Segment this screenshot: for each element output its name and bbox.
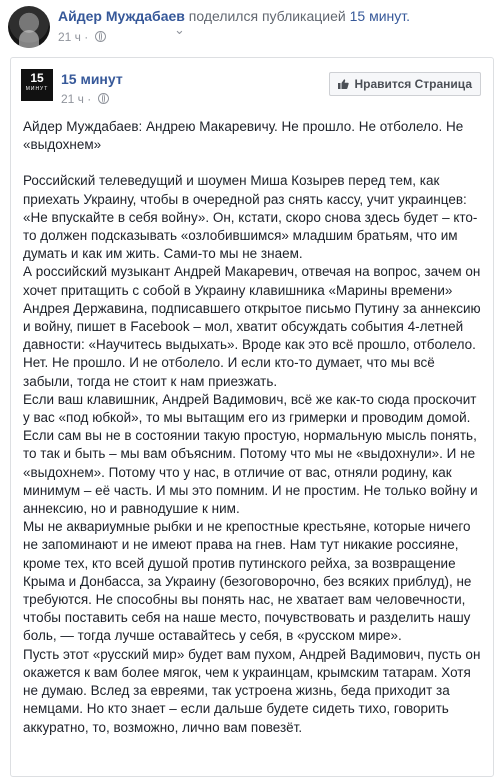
thumbs-up-icon: [338, 79, 349, 89]
post-timestamp[interactable]: 21 ч: [58, 30, 81, 44]
post-header: [0, 0, 504, 52]
author-name-link[interactable]: Айдер Муждабаев: [58, 8, 185, 24]
page-logo[interactable]: [21, 69, 53, 101]
post-meta: [58, 30, 106, 44]
post-paragraph: Российский телеведущий и шоумен Миша Козырев перед тем, как приехать Украину, чтобы в очередной раз снять кассу, учит украинцев: «Не впускайте в себя войну». Он, кстати, скоро снова здесь будет – кто-то должен подсказывать «озлобившимся» младшим братьям, что им думать и как им жить. Сами-то мы не знаем.: [23, 173, 478, 262]
author-avatar[interactable]: [8, 6, 50, 48]
globe-icon: [98, 93, 109, 104]
shared-page-link[interactable]: 15 минут.: [349, 8, 411, 24]
shared-post-timestamp[interactable]: 21 ч: [61, 92, 84, 106]
page-logo-number: 15: [30, 71, 44, 85]
post-paragraph: Мы не аквариумные рыбки и не крепостные крестьяне, которые ничего не запоминают и не имеют права на гнев. Нам тут никакие россияне, кроме тех, кто всей душой против путинского рейха, за возвращение Крыма и Донбасса, за Украину (безоговорочно, без всяких приблуд), не требуются. Не способны вы понять нас, не хватает вам человечности, чтобы поставить себя на наше место, почувствовать и разделить нашу боль, — тогда лучше оставайтесь у себя, в «русском мире».: [23, 519, 472, 644]
post-body: [23, 118, 483, 737]
post-paragraph: Если ваш клавишник, Андрей Вадимович, всё же как-то сюда проскочит у вас «под юбкой», то мы вытащим его из гримерки и проводим домой. Если сам вы не в состоянии такую простую, нормальную мысль понять, то так и быть – мы вам объясним. Потому что мы не «выдохнули». И не «выдохнем». Потому что у нас, в отличие от вас, отняли родину, как минимум – её часть. И мы это помним. И не простим. Не только войну и аннексию, но и равнодушие к ним.: [23, 391, 478, 517]
meta-separator: ·: [87, 92, 92, 106]
shared-page-name[interactable]: 15 минут: [61, 71, 123, 87]
post-header-line: [58, 8, 410, 24]
globe-icon: [95, 31, 106, 42]
post-options-chevron-icon[interactable]: ⌄: [174, 22, 185, 37]
shared-post-meta: [61, 92, 109, 106]
shared-action-text: поделился публикацией: [184, 8, 350, 24]
shared-post-card: [10, 57, 494, 777]
like-page-label: Нравится Страница: [354, 77, 472, 91]
post-paragraph: А российский музыкант Андрей Макаревич, отвечая на вопрос, зачем он хочет притащить с собой в Украину клавишника «Марины времени» Андрея Державина, подписавшего открытое письмо Путину за аннексию и войну, пишет в Facebook – мол, хватит обсуждать события 4-летней давности: «Научитесь выдыхать». Вроде как это всё прошло, отболело. Нет. Не прошло. И не отболело. И если кто-то думает, что мы всё забыли, тогда не стоит к нам приезжать.: [23, 264, 481, 389]
page-logo-sub: МИНУТ: [25, 86, 49, 92]
meta-separator: ·: [84, 30, 89, 44]
like-page-button[interactable]: [329, 72, 481, 96]
post-title: Айдер Муждабаев: Андрею Макаревичу. Не прошло. Не отболело. Не «выдохнем»: [23, 119, 464, 153]
post-paragraph: Пусть этот «русский мир» будет вам пухом, Андрей Вадимович, пусть он окажется к вам более мягок, чем к украинцам, крымским татарам. Хотя не думаю. Вслед за евреями, так устроена жизнь, беда приходит за немцами. Но кто знает – если дальше будете сидеть тихо, говорить аккуратно, то, возможно, лично вам повезёт.: [23, 646, 481, 735]
